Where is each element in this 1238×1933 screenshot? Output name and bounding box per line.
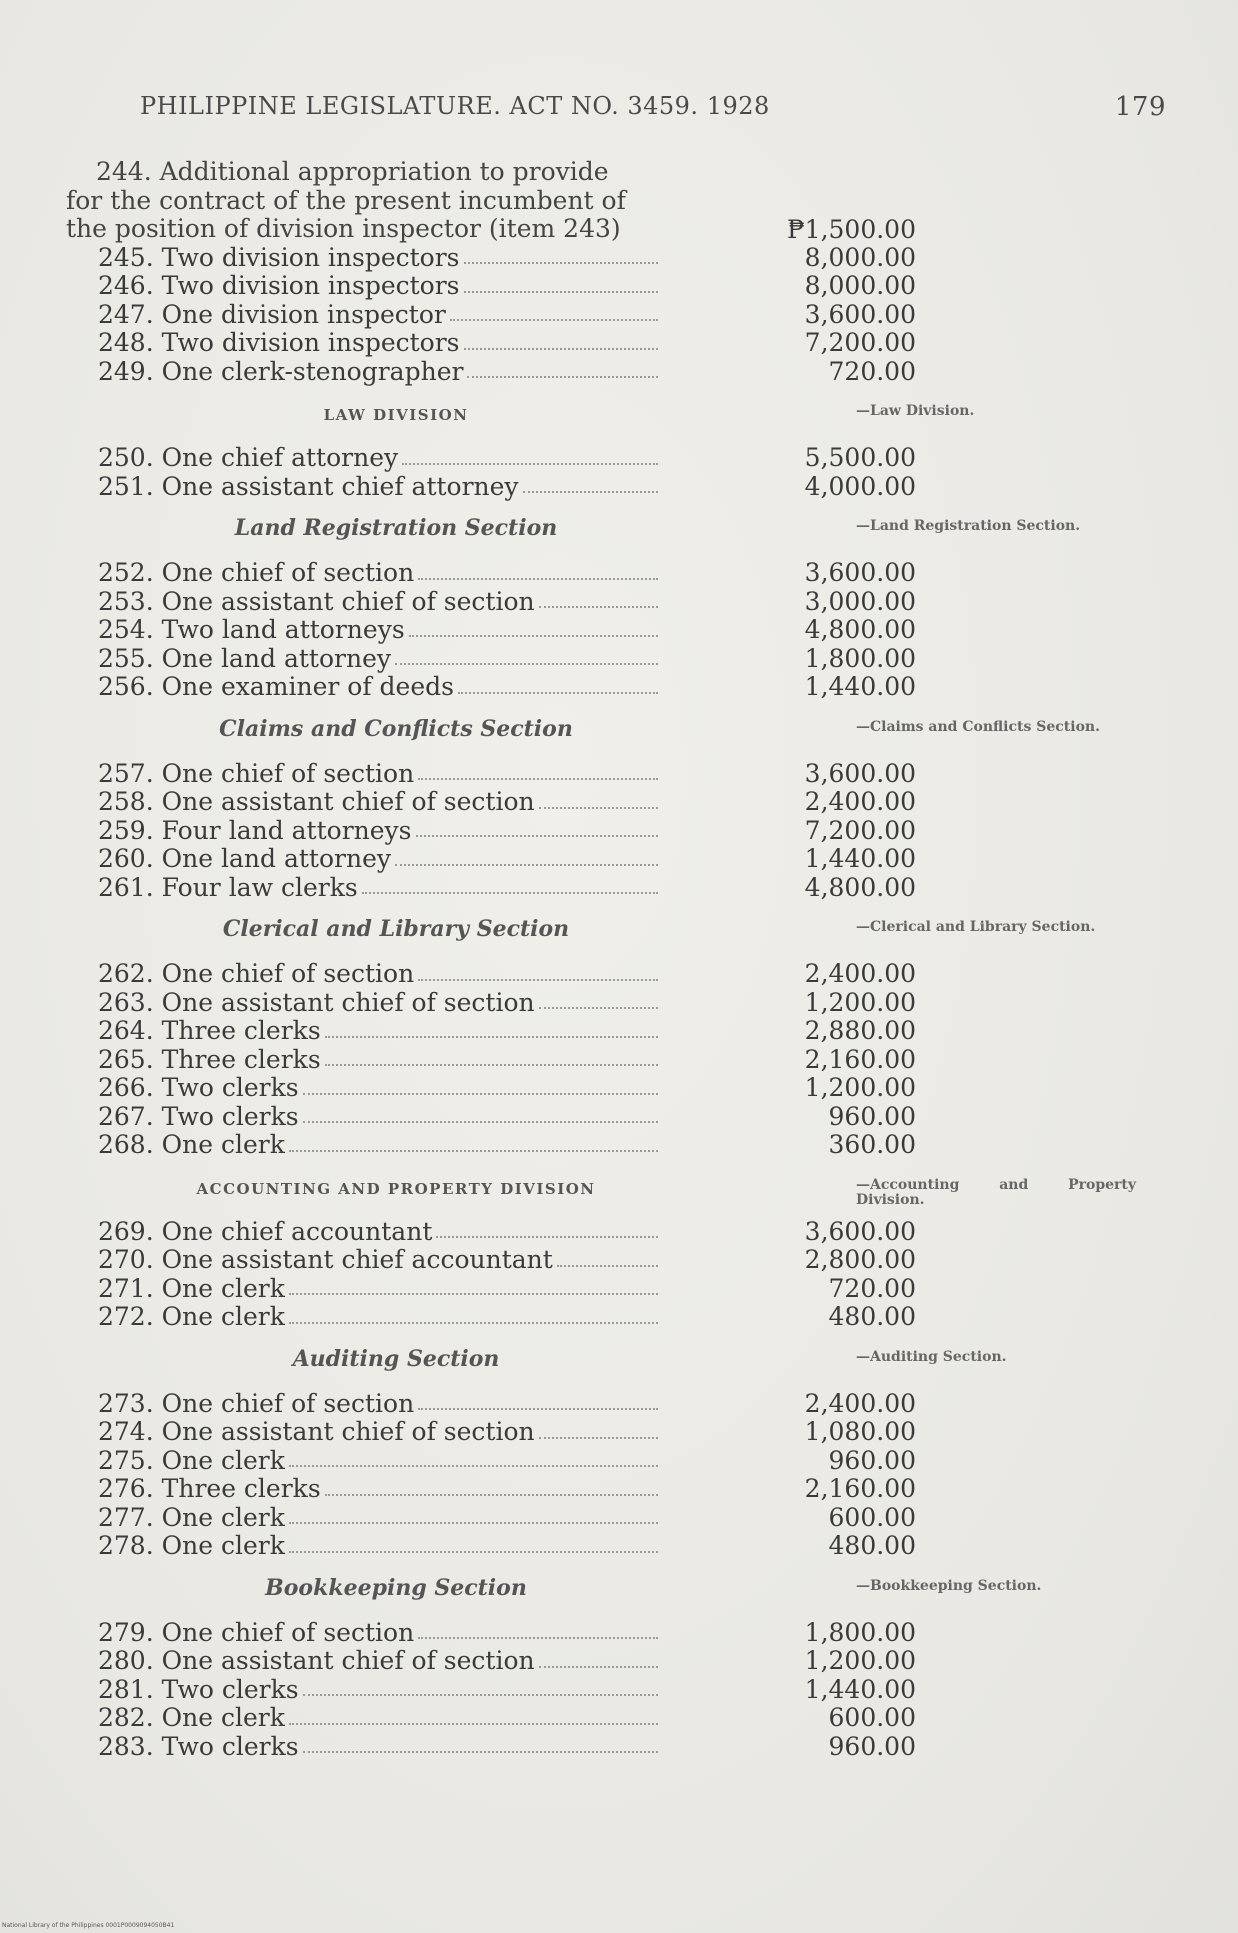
appropriation-row (66, 673, 1166, 702)
dot-leader (325, 1017, 658, 1038)
item-number: 270. (98, 1246, 154, 1274)
item-number: 280. (98, 1647, 154, 1675)
appropriation-row (66, 845, 1166, 874)
dot-leader (539, 989, 658, 1010)
dot-leader (289, 1504, 658, 1525)
appropriation-row (66, 1733, 1166, 1762)
item-description: One clerk (161, 1274, 285, 1303)
appropriation-row (66, 244, 1166, 273)
appropriation-row (66, 1475, 1166, 1504)
section-title: LAW DIVISION (323, 406, 469, 424)
section-groups (66, 244, 1166, 1762)
item-description: One assistant chief attorney (161, 472, 519, 501)
section-heading (66, 1561, 1166, 1619)
item-number: 254. (98, 616, 154, 644)
appropriation-row (66, 1303, 1166, 1332)
intro-line-3: the position of division inspector (item 243) (66, 214, 621, 243)
item-number: 250. (98, 444, 154, 472)
section-title: Claims and Conflicts Section (219, 715, 573, 742)
item-number: 248. (98, 329, 154, 357)
item-description: One chief of section (161, 559, 415, 587)
appropriation-row (66, 301, 1166, 330)
item-number: 251. (98, 472, 154, 501)
item-amount: 1,800.00 (804, 643, 916, 673)
item-number: 247. (98, 300, 154, 329)
item-amount: 1,800.00 (804, 1617, 916, 1647)
section-title: Land Registration Section (234, 515, 558, 541)
item-amount: 1,200.00 (804, 1073, 916, 1102)
item-number: 257. (98, 759, 154, 788)
dot-leader (539, 1418, 658, 1439)
margin-note: —Bookkeeping Section. (856, 1577, 1042, 1594)
margin-note: —Claims and Conflicts Section. (856, 718, 1100, 735)
dot-leader (467, 358, 658, 379)
item-amount: 2,400.00 (804, 1388, 916, 1418)
section-heading (66, 702, 1166, 760)
appropriation-row (66, 1532, 1166, 1561)
item-amount: 8,000.00 (804, 271, 916, 300)
intro-item (66, 158, 1166, 244)
section-title: Bookkeeping Section (265, 1574, 527, 1601)
appropriation-row (66, 1246, 1166, 1275)
item-amount: 1,440.00 (804, 672, 916, 701)
item-description: One assistant chief of section (161, 788, 535, 816)
item-number: 267. (98, 1102, 154, 1131)
section-heading (66, 386, 1166, 444)
section-heading (66, 902, 1166, 960)
appropriation-row (66, 1103, 1166, 1132)
item-number: 264. (98, 1017, 154, 1045)
item-number: 275. (98, 1446, 154, 1475)
item-amount: 2,160.00 (804, 1474, 916, 1503)
item-description: One chief accountant (161, 1217, 433, 1246)
section-heading (66, 501, 1166, 559)
appropriation-row (66, 1676, 1166, 1705)
appropriation-row (66, 1390, 1166, 1419)
dot-leader (402, 444, 658, 465)
section-heading (66, 1332, 1166, 1390)
item-description: One examiner of deeds (161, 673, 454, 701)
item-description: One chief of section (161, 759, 415, 788)
appropriation-row (66, 874, 1166, 903)
item-number: 282. (98, 1704, 154, 1732)
item-amount: 7,200.00 (804, 815, 916, 845)
item-number: 253. (98, 587, 154, 616)
dot-leader (539, 788, 658, 809)
dot-leader (289, 1303, 658, 1324)
appropriation-row (66, 329, 1166, 358)
item-number: 256. (98, 673, 154, 701)
dot-leader (557, 1246, 658, 1267)
page-number: 179 (1114, 92, 1166, 122)
item-amount: 3,600.00 (804, 758, 916, 788)
item-amount: 2,400.00 (804, 959, 916, 988)
dot-leader (303, 1733, 658, 1754)
item-amount: 7,200.00 (804, 328, 916, 357)
dot-leader (289, 1275, 658, 1296)
item-amount: 4,800.00 (804, 872, 916, 902)
item-description: Two clerks (161, 1675, 299, 1704)
item-amount: 960.00 (828, 1101, 916, 1131)
dot-leader (289, 1704, 658, 1725)
item-description: One division inspector (161, 300, 446, 329)
dot-leader (418, 1390, 658, 1411)
dot-leader (303, 1074, 658, 1095)
item-amount: 3,600.00 (804, 558, 916, 587)
dot-leader (450, 301, 658, 322)
page-header (140, 92, 1170, 128)
item-description: One assistant chief of section (161, 587, 535, 616)
dot-leader (303, 1103, 658, 1124)
item-description: One assistant chief accountant (161, 1246, 553, 1274)
appropriation-row (66, 272, 1166, 301)
item-number: 255. (98, 644, 154, 673)
item-description: One clerk (161, 1446, 285, 1475)
item-amount: 8,000.00 (804, 242, 916, 272)
margin-note: —Law Division. (856, 403, 975, 419)
margin-note: —Land Registration Section. (856, 518, 1081, 534)
item-description: One assistant chief of section (161, 988, 535, 1017)
appropriation-row (66, 1504, 1166, 1533)
item-amount: 1,200.00 (804, 987, 916, 1017)
section-title: ACCOUNTING AND PROPERTY DIVISION (196, 1179, 596, 1198)
item-description: One chief of section (161, 960, 415, 988)
item-description: One clerk (161, 1303, 285, 1331)
item-number: 260. (98, 845, 154, 873)
item-amount: 3,600.00 (804, 1216, 916, 1246)
margin-note: —Auditing Section. (856, 1348, 1007, 1365)
item-number: 276. (98, 1475, 154, 1503)
item-description: Two clerks (161, 1732, 299, 1761)
dot-leader (303, 1676, 658, 1697)
intro-amount: ₱1,500.00 (787, 215, 916, 244)
item-number: 281. (98, 1675, 154, 1704)
appropriation-row (66, 1218, 1166, 1247)
dot-leader (409, 616, 658, 637)
item-amount: 600.00 (828, 1502, 916, 1532)
item-number: 258. (98, 788, 154, 816)
item-description: One chief attorney (161, 444, 399, 472)
item-amount: 2,160.00 (804, 1044, 916, 1074)
appropriation-row (66, 1131, 1166, 1160)
dot-leader (464, 244, 659, 265)
item-description: One clerk (161, 1131, 285, 1159)
item-amount: 3,600.00 (804, 299, 916, 329)
item-description: One assistant chief of section (161, 1647, 535, 1675)
dot-leader (416, 817, 658, 838)
section-title: Auditing Section (292, 1345, 500, 1372)
item-amount: 1,440.00 (804, 844, 916, 873)
item-number: 277. (98, 1503, 154, 1532)
dot-leader (418, 960, 658, 981)
appropriation-row (66, 817, 1166, 846)
item-description: One clerk (161, 1704, 285, 1732)
item-amount: 720.00 (828, 1273, 916, 1303)
item-amount: 2,800.00 (804, 1245, 916, 1274)
appropriation-row (66, 788, 1166, 817)
item-number: 246. (98, 272, 154, 300)
appropriation-row (66, 1017, 1166, 1046)
item-description: Two division inspectors (161, 272, 460, 300)
item-amount: 1,080.00 (804, 1417, 916, 1446)
dot-leader (464, 272, 659, 293)
item-description: Three clerks (161, 1017, 321, 1045)
appropriation-row (66, 645, 1166, 674)
dot-leader (289, 1131, 658, 1152)
appropriation-row (66, 1647, 1166, 1676)
item-amount: 960.00 (828, 1731, 916, 1761)
appropriation-row (66, 1704, 1166, 1733)
appropriation-row (66, 1447, 1166, 1476)
margin-note: —Clerical and Library Section. (856, 919, 1096, 935)
dot-leader (436, 1218, 658, 1239)
item-description: Three clerks (161, 1045, 321, 1074)
dot-leader (418, 559, 658, 580)
dot-leader (362, 874, 658, 895)
appropriation-row (66, 960, 1166, 989)
item-amount: 1,440.00 (804, 1674, 916, 1704)
item-number: 245. (98, 243, 154, 272)
item-description: Four law clerks (161, 873, 358, 902)
intro-line-2: for the contract of the present incumbent of (66, 185, 626, 215)
dot-leader (325, 1046, 658, 1067)
item-number: 274. (98, 1418, 154, 1446)
appropriation-row (66, 1619, 1166, 1648)
item-number: 252. (98, 559, 154, 587)
section-title: Clerical and Library Section (222, 916, 570, 942)
item-description: One clerk-stenographer (161, 357, 464, 386)
dot-leader (458, 673, 658, 694)
item-description: One clerk (161, 1503, 285, 1532)
item-description: Two division inspectors (161, 329, 460, 357)
item-amount: 3,000.00 (804, 586, 916, 616)
item-description: One assistant chief of section (161, 1418, 535, 1446)
item-number: 269. (98, 1217, 154, 1246)
item-number: 265. (98, 1045, 154, 1074)
item-description: One chief of section (161, 1389, 415, 1418)
appropriation-row (66, 616, 1166, 645)
item-number: 259. (98, 816, 154, 845)
dot-leader (464, 329, 659, 350)
item-description: Two clerks (161, 1074, 299, 1102)
item-amount: 4,000.00 (804, 471, 916, 501)
item-amount: 480.00 (828, 1302, 916, 1331)
item-amount: 2,400.00 (804, 787, 916, 816)
dot-leader (395, 645, 658, 666)
item-number: 283. (98, 1732, 154, 1761)
item-number: 271. (98, 1274, 154, 1303)
appropriation-row (66, 358, 1166, 387)
item-number: 273. (98, 1389, 154, 1418)
item-amount: 600.00 (828, 1703, 916, 1732)
item-amount: 720.00 (828, 356, 916, 386)
item-description: Four land attorneys (161, 816, 412, 845)
footer-credit: National Library of the Philippines 0001P0009094050B41 (2, 1922, 175, 1929)
appropriation-row (66, 444, 1166, 473)
appropriation-list (66, 158, 1166, 1761)
item-number: 268. (98, 1131, 154, 1159)
dot-leader (418, 760, 658, 781)
item-number: 262. (98, 960, 154, 988)
dot-leader (325, 1475, 658, 1496)
item-description: One chief of section (161, 1618, 415, 1647)
item-amount: 480.00 (828, 1531, 916, 1560)
appropriation-row (66, 588, 1166, 617)
item-number: 278. (98, 1532, 154, 1560)
item-description: Two land attorneys (161, 616, 405, 644)
item-amount: 960.00 (828, 1445, 916, 1475)
dot-leader (289, 1532, 658, 1553)
item-number: 279. (98, 1618, 154, 1647)
appropriation-row (66, 1074, 1166, 1103)
appropriation-row (66, 1418, 1166, 1447)
dot-leader (539, 588, 658, 609)
appropriation-row (66, 473, 1166, 502)
item-number: 266. (98, 1074, 154, 1102)
item-description: One land attorney (161, 644, 391, 673)
dot-leader (523, 473, 658, 494)
intro-line-1: 244. Additional appropriation to provide (96, 157, 609, 186)
item-description: Three clerks (161, 1475, 321, 1503)
item-amount: 2,880.00 (804, 1016, 916, 1045)
appropriation-row (66, 1046, 1166, 1075)
item-description: Two clerks (161, 1102, 299, 1131)
item-amount: 5,500.00 (804, 443, 916, 472)
item-amount: 360.00 (828, 1130, 916, 1159)
appropriation-row (66, 760, 1166, 789)
dot-leader (395, 845, 658, 866)
section-heading (66, 1160, 1166, 1218)
item-number: 263. (98, 988, 154, 1017)
dot-leader (539, 1647, 658, 1668)
item-number: 272. (98, 1303, 154, 1331)
item-number: 249. (98, 357, 154, 386)
item-description: One clerk (161, 1532, 285, 1560)
item-amount: 4,800.00 (804, 615, 916, 644)
item-description: One land attorney (161, 845, 391, 873)
appropriation-row (66, 989, 1166, 1018)
dot-leader (418, 1619, 658, 1640)
running-title: PHILIPPINE LEGISLATURE. ACT NO. 3459. 1928 (140, 92, 770, 120)
appropriation-row (66, 1275, 1166, 1304)
appropriation-row (66, 559, 1166, 588)
margin-note: —Accounting and Property Division. (856, 1176, 1136, 1208)
item-number: 261. (98, 873, 154, 902)
dot-leader (289, 1447, 658, 1468)
item-amount: 1,200.00 (804, 1646, 916, 1675)
item-description: Two division inspectors (161, 243, 460, 272)
